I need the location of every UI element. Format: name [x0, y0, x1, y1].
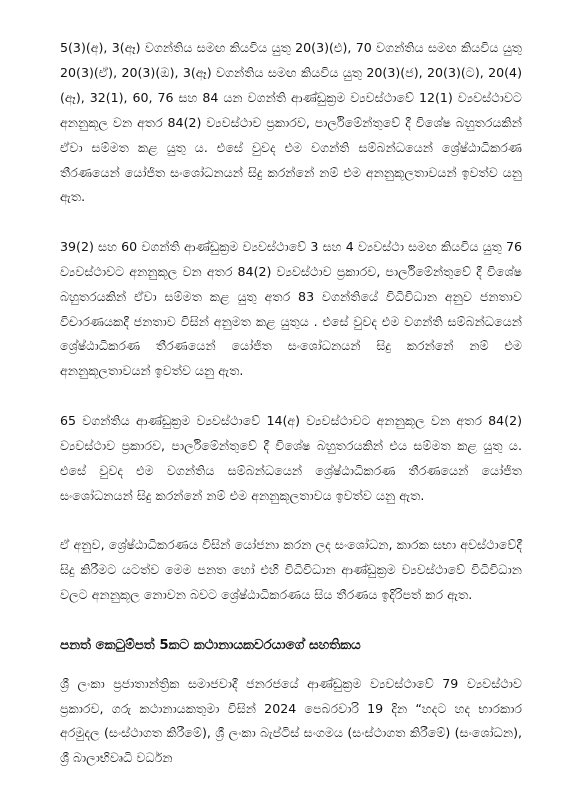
paragraph-2: 39(2) සහ 60 වගන්ති ආණ්ඩුක්‍රම ව්‍යවස්ථාවේ 3 සහ 4 ව්‍යවස්ථා සමඟ කියවිය යුතු 76 ව්‍යවස්ථාවට අනනුකූල වන අතර 84(2) ව්‍යවස්ථාව ප්‍රකාරව, පාර්ලිමේන්තුවේ දී විශේෂ බහුතරයකින් ඒවා සම්මත කළ යුතු අතර 83 වගන්තියේ විධිවිධාන අනුව ජනතාව විචාරණයකදී ජනතාව විසින් අනුමත කළ යුතුය . එසේ වුවද එම වගන්ති සම්බන්ධයෙන් ශ්‍රේෂ්ඨාධිකරණ තීරණයෙන් යෝජිත සංශෝධනයන් සිදු කරන්නේ නම් එම අනනුකූලතාවයන් ඉවත්ව යනු ඇත. — [60, 238, 522, 379]
closing-paragraph: ශ්‍රී ලංකා ප්‍රජාතාන්ත්‍රික සමාජවාදී ජනරජයේ ආණ්ඩුක්‍රම ව්‍යවස්ථාවේ 79 ව්‍යවස්ථාව ප්‍රකාරව, ගරු කථානායකතුමා විසින් 2024 පෙබරවාරි 19 දින “හදට හද භාරකාර අරමුදල (සංස්ථාගත කිරීමේ), ශ්‍රී ලංකා බැප්ටිස් සංගමය (සංස්ථාගත කිරීමේ) (සංශෝධන), ශ්‍රී බාලාභිවෘධි වර්ධන — [60, 675, 522, 766]
paragraph-3: 65 වගන්තිය ආණ්ඩුක්‍රම ව්‍යවස්ථාවේ 14(අ) ව්‍යවස්ථාවට අනනුකූල වන අතර 84(2) ව්‍යවස්ථාව ප්‍රකාරව, පාර්ලිමේන්තුවේ දී විශේෂ බහුතරයකින් එය සම්මත කළ යුතු ය. එසේ වුවද එම වගන්තිය සම්බන්ධයෙන් ශ්‍රේෂ්ඨාධිකරණ තීරණයෙන් යෝජිත සංශෝධනයන් සිදු කරන්නේ නම් එම අනනුකූලතාවය ඉවත්ව යනු ඇත. — [60, 412, 522, 503]
paragraph-1: 5(3)(අ), 3(ඈ) වගන්තිය සමඟ කියවිය යුතු 20(3)(එ), 70 වගන්තිය සමඟ කියවිය යුතු 20(3)(ඒ), 20(3)(ඔ), 3(ඈ) වගන්තිය සමඟ කියවිය යුතු 20(3)(ජ), 20(3)(ට), 20(4)(ඈ), 32(1), 60, 76 සහ 84 යන වගන්ති ආණ්ඩුක්‍රම ව්‍යවස්ථාවේ 12(1) ව්‍යවස්ථාවට අනනුකූල වන අතර 84(2) ව්‍යවස්ථාව ප්‍රකාරව, පාර්ලිමේන්තුවේ දී විශේෂ බහුතරයකින් ඒවා සම්මත කළ යුතු ය. එසේ වුවද එම වගන්ති සම්බන්ධයෙන් ශ්‍රේෂ්ඨාධිකරණ තීරණයෙන් යෝජිත සංශෝධනයන් සිදු කරන්නේ නම් එම අනනුකූලතාවයන් ඉවත්ව යනු ඇත. — [60, 40, 522, 205]
document-page — [60, 36, 522, 771]
section-heading: පනත් කෙටුම්පත් 5කට කථානායකවරයාගේ සහතිකය — [60, 637, 361, 653]
paragraph-4: ඒ අනුව, ශ්‍රේෂ්ඨාධිකරණය විසින් යෝජනා කරන ලද සංශෝධන, කාරක සභා අවස්ථාවේදී සිදු කිරීමට යටත්ව මෙම පනත හෝ එහි විධිවිධාන ආණ්ඩුක්‍රම ව්‍යවස්ථාවේ විධිවිධාන වලට අනනුකූල නොවන බවට ශ්‍රේෂ්ඨාධිකරණය සිය තීරණය ඉදිරිපත් කර ඇත. — [60, 536, 522, 602]
